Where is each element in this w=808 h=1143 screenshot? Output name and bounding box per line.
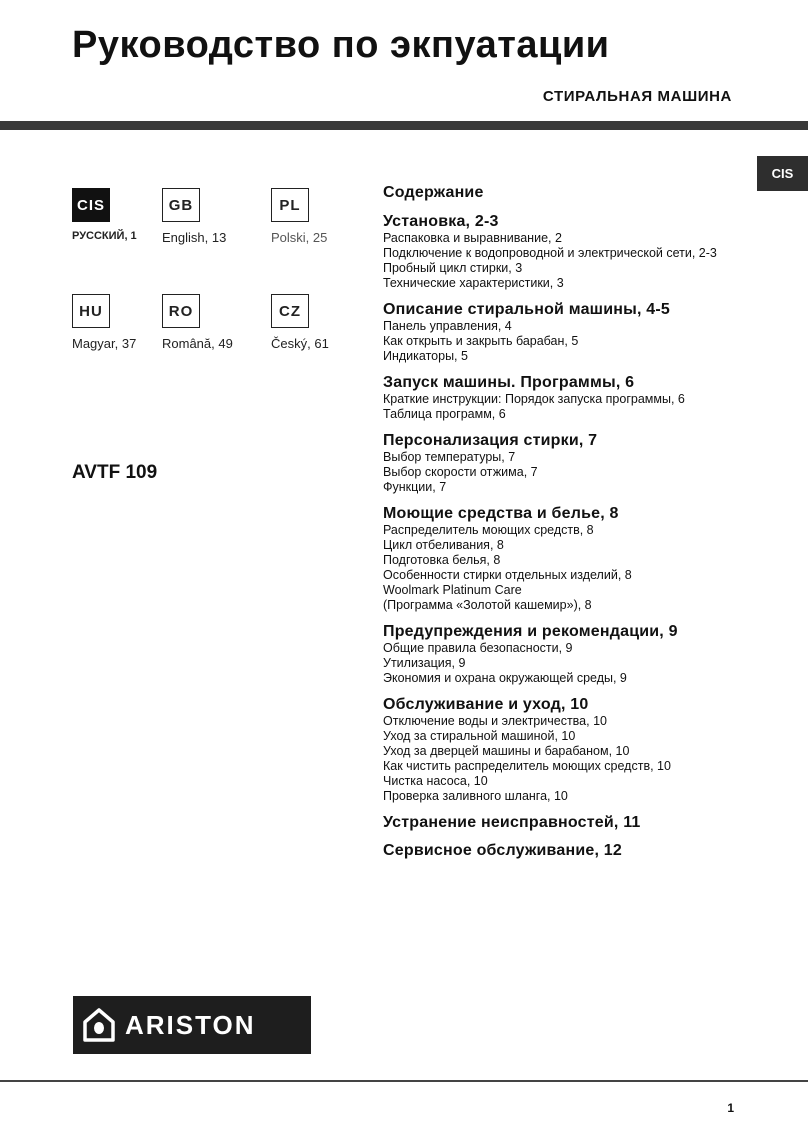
toc-heading[interactable]: Сервисное обслуживание, 12 xyxy=(383,842,622,859)
language-code-box: GB xyxy=(162,188,200,222)
toc-section xyxy=(383,212,783,291)
toc-item[interactable]: Выбор скорости отжима, 7 xyxy=(383,465,538,479)
language-label: Română, 49 xyxy=(162,336,233,351)
language-label: Polski, 25 xyxy=(271,230,328,245)
toc-item[interactable]: Цикл отбеливания, 8 xyxy=(383,538,504,552)
toc-item[interactable]: Особенности стирки отдельных изделий, 8 xyxy=(383,568,632,582)
toc-section xyxy=(383,373,783,422)
language-gb[interactable] xyxy=(162,188,226,245)
language-cis[interactable] xyxy=(72,188,137,242)
toc-section xyxy=(383,504,783,613)
ariston-logo xyxy=(73,996,311,1054)
toc-item[interactable]: Уход за дверцей машины и барабаном, 10 xyxy=(383,744,630,758)
language-label: РУССКИЙ, 1 xyxy=(72,230,137,242)
toc-heading[interactable]: Запуск машины. Программы, 6 xyxy=(383,374,635,391)
toc-heading[interactable]: Обслуживание и уход, 10 xyxy=(383,696,589,713)
page-number: 1 xyxy=(727,1101,734,1115)
toc-heading[interactable]: Предупреждения и рекомендации, 9 xyxy=(383,623,678,640)
language-code-box: PL xyxy=(271,188,309,222)
toc-item[interactable]: Распаковка и выравнивание, 2 xyxy=(383,231,562,245)
toc-heading[interactable]: Установка, 2-3 xyxy=(383,213,499,230)
toc-item[interactable]: Таблица программ, 6 xyxy=(383,407,506,421)
logo-text: ARISTON xyxy=(125,1009,256,1040)
model-number: AVTF 109 xyxy=(72,462,158,483)
toc-item[interactable]: Выбор температуры, 7 xyxy=(383,450,516,464)
toc-item[interactable]: Технические характеристики, 3 xyxy=(383,276,564,290)
language-code-box: CIS xyxy=(72,188,110,222)
toc-item[interactable]: (Программа «Золотой кашемир»), 8 xyxy=(383,598,592,612)
header-divider xyxy=(0,121,808,130)
toc-section xyxy=(383,300,783,364)
toc-item[interactable]: Подключение к водопроводной и электрической сети, 2-3 xyxy=(383,246,717,260)
toc-heading[interactable]: Моющие средства и белье, 8 xyxy=(383,505,619,522)
language-code-box: CZ xyxy=(271,294,309,328)
toc-section xyxy=(383,813,783,832)
toc-item[interactable]: Общие правила безопасности, 9 xyxy=(383,641,573,655)
toc-item[interactable]: Утилизация, 9 xyxy=(383,656,466,670)
toc-heading[interactable]: Описание стиральной машины, 4-5 xyxy=(383,301,670,318)
language-ro[interactable] xyxy=(162,294,233,351)
language-code-box: RO xyxy=(162,294,200,328)
toc-title: Содержание xyxy=(383,184,484,201)
language-side-tab: CIS xyxy=(757,156,808,191)
toc-item[interactable]: Функции, 7 xyxy=(383,480,447,494)
toc-item[interactable]: Woolmark Platinum Care xyxy=(383,583,522,597)
language-label: Český, 61 xyxy=(271,336,329,351)
table-of-contents xyxy=(383,184,783,869)
language-label: English, 13 xyxy=(162,230,227,245)
toc-item[interactable]: Подготовка белья, 8 xyxy=(383,553,501,567)
toc-item[interactable]: Отключение воды и электричества, 10 xyxy=(383,714,607,728)
language-code-box: HU xyxy=(72,294,110,328)
house-logo-icon xyxy=(83,1008,115,1042)
page-subtitle: СТИРАЛЬНАЯ МАШИНА xyxy=(542,88,732,105)
language-hu[interactable] xyxy=(72,294,136,351)
language-label: Magyar, 37 xyxy=(72,336,137,351)
toc-item[interactable]: Как открыть и закрыть барабан, 5 xyxy=(383,334,579,348)
toc-item[interactable]: Уход за стиральной машиной, 10 xyxy=(383,729,576,743)
toc-item[interactable]: Панель управления, 4 xyxy=(383,319,512,333)
toc-heading[interactable]: Устранение неисправностей, 11 xyxy=(383,814,641,831)
footer-divider xyxy=(0,1080,808,1082)
language-pl[interactable] xyxy=(271,188,327,245)
toc-section xyxy=(383,431,783,495)
toc-item[interactable]: Индикаторы, 5 xyxy=(383,349,468,363)
toc-item[interactable]: Распределитель моющих средств, 8 xyxy=(383,523,594,537)
toc-item[interactable]: Чистка насоса, 10 xyxy=(383,774,488,788)
toc-heading[interactable]: Персонализация стирки, 7 xyxy=(383,432,598,449)
page-title: Руководство по экпуатации xyxy=(72,24,610,66)
toc-section xyxy=(383,622,783,686)
toc-item[interactable]: Краткие инструкции: Порядок запуска программы, 6 xyxy=(383,392,685,406)
toc-section xyxy=(383,841,783,860)
toc-item[interactable]: Пробный цикл стирки, 3 xyxy=(383,261,523,275)
toc-section xyxy=(383,695,783,804)
toc-item[interactable]: Как чистить распределитель моющих средств, 10 xyxy=(383,759,671,773)
language-cz[interactable] xyxy=(271,294,329,351)
toc-item[interactable]: Экономия и охрана окружающей среды, 9 xyxy=(383,671,627,685)
toc-item[interactable]: Проверка заливного шланга, 10 xyxy=(383,789,568,803)
